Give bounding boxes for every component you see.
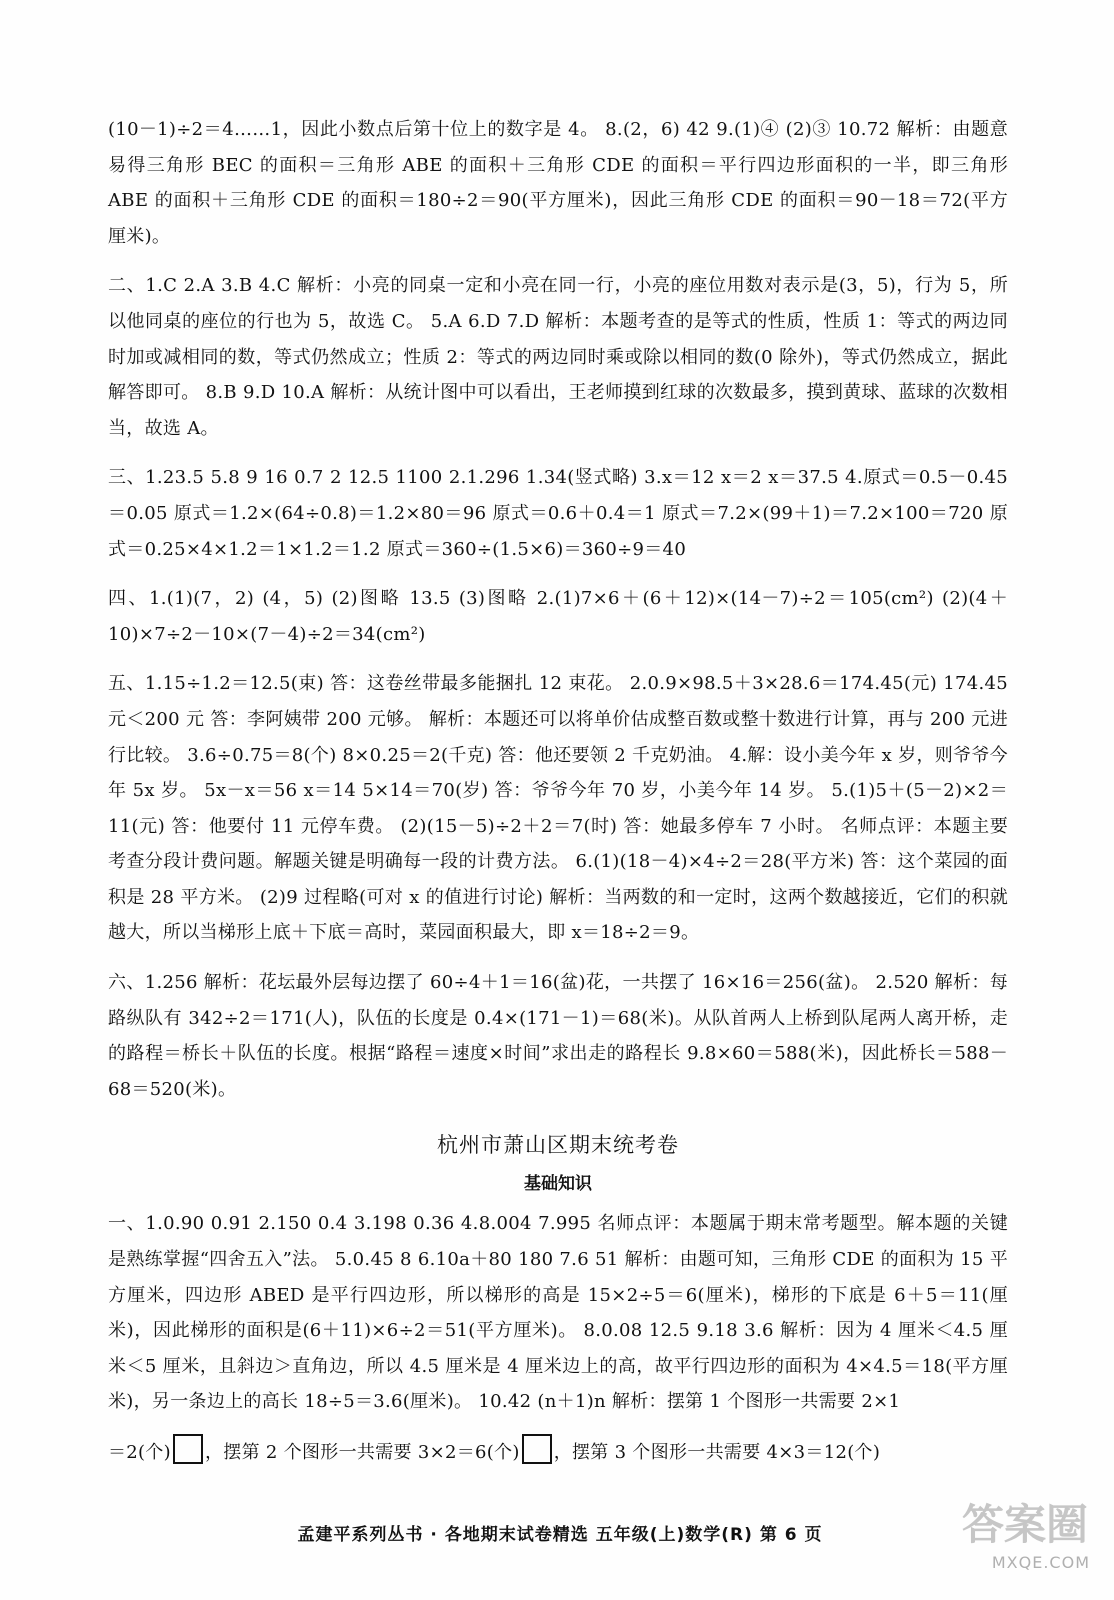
square-figure-icon [173, 1434, 203, 1464]
watermark-text: MXQE.COM [991, 1553, 1090, 1572]
text-fragment: ＝2(个) [108, 1442, 171, 1463]
answer-basic-continuation [108, 1434, 1008, 1471]
text-fragment: ，摆第 2 个图形一共需要 3×2＝6(个) [205, 1442, 520, 1463]
exam-title: 杭州市萧山区期末统考卷 [437, 1133, 679, 1158]
answer-section-5: 五、1.15÷1.2＝12.5(束) 答：这卷丝带最多能捆扎 12 束花。 2.0.9×98.5＋3×28.6＝174.45(元) 174.45 元＜200 元 答：李阿姨带 200 元够。 解析：本题还可以将单价估成整百数或整十数进行计算，再与 200 元进行比较。 3.6÷0.75＝8(个) 8×0.25＝2(千克) 答：他还要领 2 千克奶油。 4.解：设小美今年 x 岁，则爷爷今年 5x 岁。 5x－x＝56 x＝14 5×14＝70(岁) 答：爷爷今年 70 岁，小美今年 14 岁。 5.(1)5＋(5－2)×2＝11(元) 答：他要付 11 元停车费。 (2)(15－5)÷2＋2＝7(时) 答：她最多停车 7 小时。 名师点评：本题主要考查分段计费问题。解题关键是明确每一段的计费方法。 6.(1)(18－4)×4÷2＝28(平方米) 答：这个菜园的面积是 28 平方米。 (2)9 过程略(可对 x 的值进行讨论) 解析：当两数的和一定时，这两个数越接近，它们的积就越大，所以当梯形上底＋下底＝高时，菜园面积最大，即 x＝18÷2＝9。 [108, 673, 1008, 944]
section-subtitle: 基础知识 [524, 1174, 592, 1195]
square-figure-icon [522, 1434, 552, 1464]
answer-section-2: 二、1.C 2.A 3.B 4.C 解析：小亮的同桌一定和小亮在同一行，小亮的座位用数对表示是(3，5)，行为 5，所以他同桌的座位的行也为 5，故选 C。 5.A 6.D 7.D 解析：本题考查的是等式的性质，性质 1：等式的两边同时加或减相同的数，等式仍然成立；性质 2：等式的两边同时乘或除以相同的数(0 除外)，等式仍然成立，据此解答即可。 8.B 9.D 10.A 解析：从统计图中可以看出，王老师摸到红球的次数最多，摸到黄球、蓝球的次数相当，故选 A。 [108, 275, 1008, 439]
watermark-glyphs: 答案圈 [961, 1500, 1088, 1549]
answer-content [108, 112, 1008, 1485]
answer-basic-section-1: 一、1.0.90 0.91 2.150 0.4 3.198 0.36 4.8.004 7.995 名师点评：本题属于期末常考题型。解本题的关键是熟练掌握“四舍五入”法。 5.0.45 8 6.10a＋80 180 7.6 51 解析：由题可知，三角形 CDE 的面积为 15 平方厘米，四边形 ABED 是平行四边形，所以梯形的高是 15×2÷5＝6(厘米)，梯形的下底是 6＋5＝11(厘米)，因此梯形的面积是(6＋11)×6÷2＝51(平方厘米)。 8.0.08 12.5 9.18 3.6 解析：因为 4 厘米＜4.5 厘米＜5 厘米，且斜边＞直角边，所以 4.5 厘米是 4 厘米边上的高，故平行四边形的面积为 4×4.5＝18(平方厘米)，另一条边上的高长 18÷5＝3.6(厘米)。 10.42 (n＋1)n 解析：摆第 1 个图形一共需要 2×1 [108, 1213, 1008, 1413]
answer-section-4: 四、1.(1)(7，2) (4，5) (2)图略 13.5 (3)图略 2.(1)7×6＋(6＋12)×(14－7)÷2＝105(cm²) (2)(4＋10)×7÷2－10×(7－4)÷2＝34(cm²) [108, 588, 1008, 645]
answer-section-6: 六、1.256 解析：花坛最外层每边摆了 60÷4＋1＝16(盆)花，一共摆了 16×16＝256(盆)。 2.520 解析：每路纵队有 342÷2＝171(人)，队伍的长度是 0.4×(171－1)＝68(米)。从队首两人上桥到队尾两人离开桥，走的路程＝桥长＋队伍的长度。根据“路程＝速度×时间”求出走的路程长 9.8×60＝588(米)，因此桥长＝588－68＝520(米)。 [108, 972, 1008, 1100]
answer-paragraph-1: (10－1)÷2＝4……1，因此小数点后第十位上的数字是 4。 8.(2，6) 42 9.(1)④ (2)③ 10.72 解析：由题意易得三角形 BEC 的面积＝三角形 ABE 的面积＋三角形 CDE 的面积＝平行四边形面积的一半，即三角形 ABE 的面积＋三角形 CDE 的面积＝180÷2＝90(平方厘米)，因此三角形 CDE 的面积＝90－18＝72(平方厘米)。 [108, 119, 1008, 247]
answer-section-3: 三、1.23.5 5.8 9 16 0.7 2 12.5 1100 2.1.296 1.34(竖式略) 3.x＝12 x＝2 x＝37.5 4.原式＝0.5－0.45＝0.05 原式＝1.2×(64÷0.8)＝1.2×80＝96 原式＝0.6＋0.4＝1 原式＝7.2×(99＋1)＝7.2×100＝720 原式＝0.25×4×1.2＝1×1.2＝1.2 原式＝360÷(1.5×6)＝360÷9＝40 [108, 467, 1008, 560]
watermark-logo [902, 1492, 1092, 1572]
page-footer: 孟建平系列丛书 · 各地期末试卷精选 五年级(上)数学(R) 第 6 页 [297, 1525, 823, 1545]
text-fragment: ，摆第 3 个图形一共需要 4×3＝12(个) [553, 1442, 881, 1463]
